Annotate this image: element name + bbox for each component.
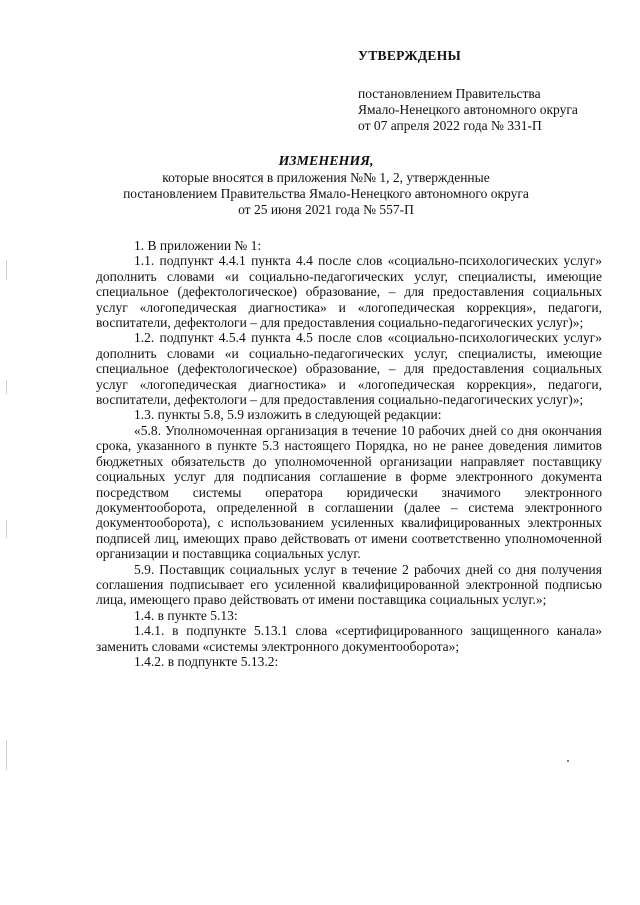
- document-body: [96, 238, 602, 669]
- approval-line: от 07 апреля 2022 года № 331-П: [358, 118, 542, 133]
- title-line: постановлением Правительства Ямало-Ненецкого автономного округа: [123, 186, 529, 201]
- paragraph: 1.3. пункты 5.8, 5.9 изложить в следующей редакции:: [134, 407, 442, 423]
- title-line: от 25 июня 2021 года № 557-П: [238, 202, 414, 217]
- scan-margin-marks: [6, 0, 10, 905]
- approval-block: [358, 48, 578, 134]
- scan-mark: [6, 520, 7, 538]
- paragraph: 1.2. подпункт 4.5.4 пункта 4.5 после слов «социально-психологических услуг» дополнить словами «и социально-педагогических услуг, специалисты, имеющие специальное (дефектологическое) образование, – для предоставления социальных услуг «логопедическая диагностика» и «логопедическая коррекция», педагоги, воспитатели, дефектологи – для предоставления социально-педагогических услуг)»;: [96, 330, 602, 408]
- scan-mark: [6, 740, 7, 770]
- title-main: ИЗМЕНЕНИЯ,: [278, 154, 374, 169]
- scan-mark: [6, 260, 7, 280]
- scan-mark: [6, 380, 7, 394]
- paragraph: «5.8. Уполномоченная организация в течение 10 рабочих дней со дня окончания срока, указанного в пункте 5.3 настоящего Порядка, но не ранее доведения лимитов бюджетных обязательств до уполномоченной организации направляет поставщику социальных услуг для подписания соглашение в форме электронного документа посредством системы оператора юридически значимого электронного документооборота, определенной в соглашении (далее – система электронного документооборота), с использованием усиленных квалифицированных электронных подписей лиц, имеющих право действовать от имени соответственно уполномоченной организации и поставщика социальных услуг.: [96, 422, 602, 562]
- scan-speck: [567, 760, 569, 762]
- paragraph: 1.1. подпункт 4.4.1 пункта 4.4 после слов «социально-психологических услуг» дополнить словами «и социально-педагогических услуг, специалисты, имеющие специальное (дефектологическое) образование, – для предоставления социальных услуг «логопедическая диагностика» и «логопедическая коррекция», педагоги, воспитатели, дефектологи – для предоставления социально-педагогических услуг)»;: [96, 253, 602, 331]
- paragraph: 1.4. в пункте 5.13:: [134, 607, 238, 623]
- approval-heading: УТВЕРЖДЕНЫ: [358, 48, 462, 63]
- paragraph: 1. В приложении № 1:: [134, 238, 262, 253]
- approval-line: постановлением Правительства: [358, 86, 541, 101]
- approval-line: Ямало-Ненецкого автономного округа: [358, 102, 578, 117]
- document-title: [96, 154, 556, 218]
- paragraph: 1.4.1. в подпункте 5.13.1 слова «сертифицированного защищенного канала» заменить словами «системы электронного документооборота»;: [96, 623, 602, 654]
- paragraph: 1.4.2. в подпункте 5.13.2:: [134, 653, 279, 669]
- paragraph: 5.9. Поставщик социальных услуг в течение 2 рабочих дней со дня получения соглашения подписывает его усиленной квалифицированной электронной подписью лица, имеющего право действовать от имени поставщика социальных услуг.»;: [96, 561, 602, 608]
- title-line: которые вносятся в приложения №№ 1, 2, утвержденные: [162, 170, 490, 185]
